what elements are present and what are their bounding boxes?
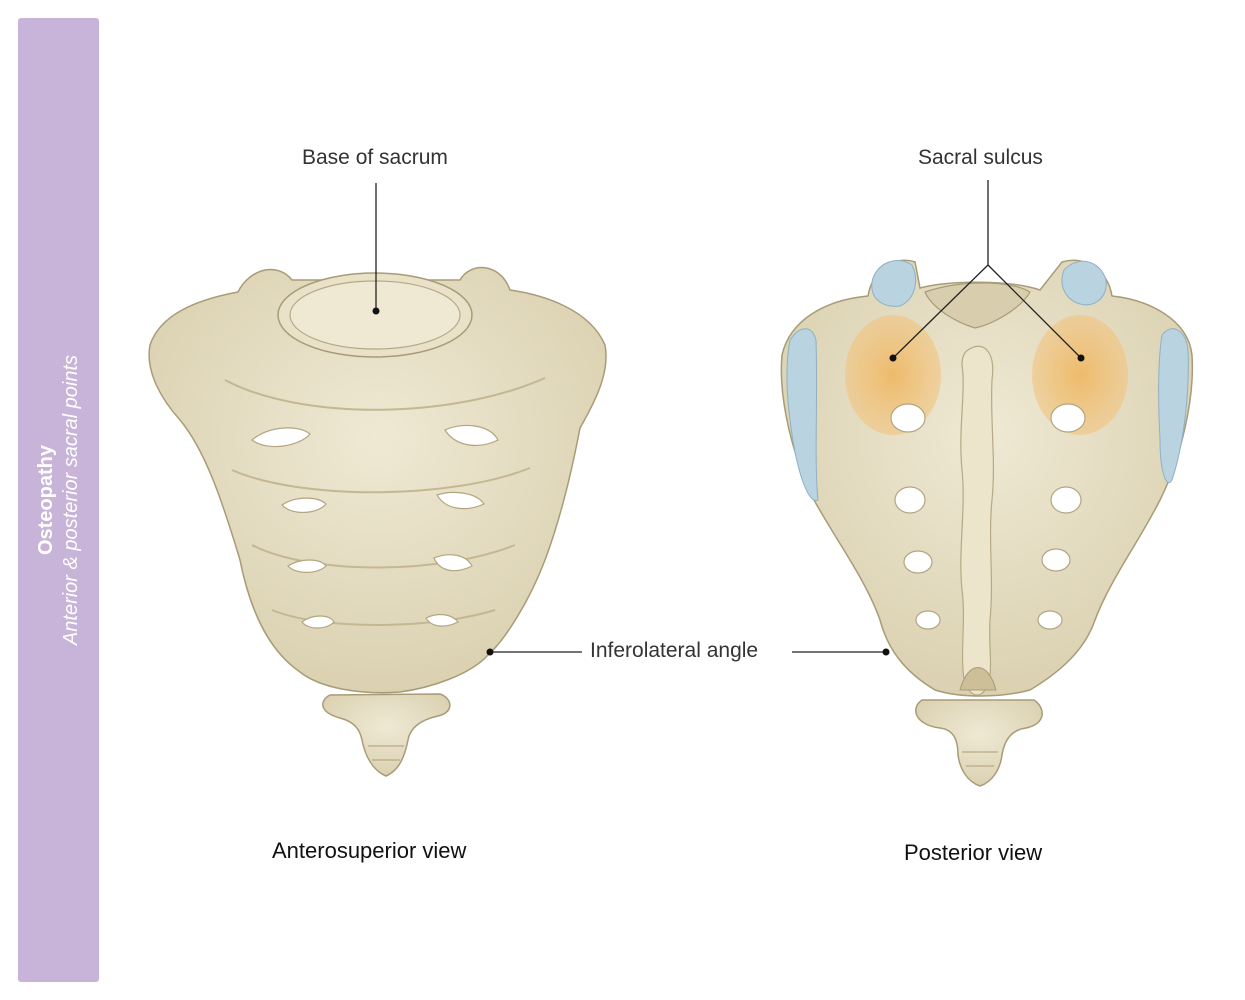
posterior-sacrum	[781, 260, 1192, 786]
posterior-coccyx	[916, 700, 1042, 786]
posterior-auricular-left	[787, 329, 818, 501]
dot-sacral-sulcus-right	[1078, 355, 1085, 362]
anterior-coccyx	[323, 694, 450, 776]
dot-inferolateral-right	[883, 649, 890, 656]
label-anterosuperior-view: Anterosuperior view	[272, 838, 467, 863]
sidebar-subtitle: Anterior & posterior sacral points	[59, 354, 82, 646]
label-inferolateral-angle: Inferolateral angle	[590, 639, 759, 662]
anterior-sacrum	[149, 268, 606, 776]
sidebar-title: Osteopathy	[34, 444, 57, 556]
posterior-median-crest	[961, 346, 994, 695]
label-posterior-view: Posterior view	[904, 840, 1043, 865]
dot-inferolateral-left	[487, 649, 494, 656]
posterior-auricular-right	[1159, 329, 1189, 483]
label-sacral-sulcus: Sacral sulcus	[918, 146, 1043, 169]
dot-base-of-sacrum	[373, 308, 380, 315]
label-base-of-sacrum: Base of sacrum	[302, 146, 448, 169]
dot-sacral-sulcus-left	[890, 355, 897, 362]
posterior-articular-left	[872, 260, 916, 306]
